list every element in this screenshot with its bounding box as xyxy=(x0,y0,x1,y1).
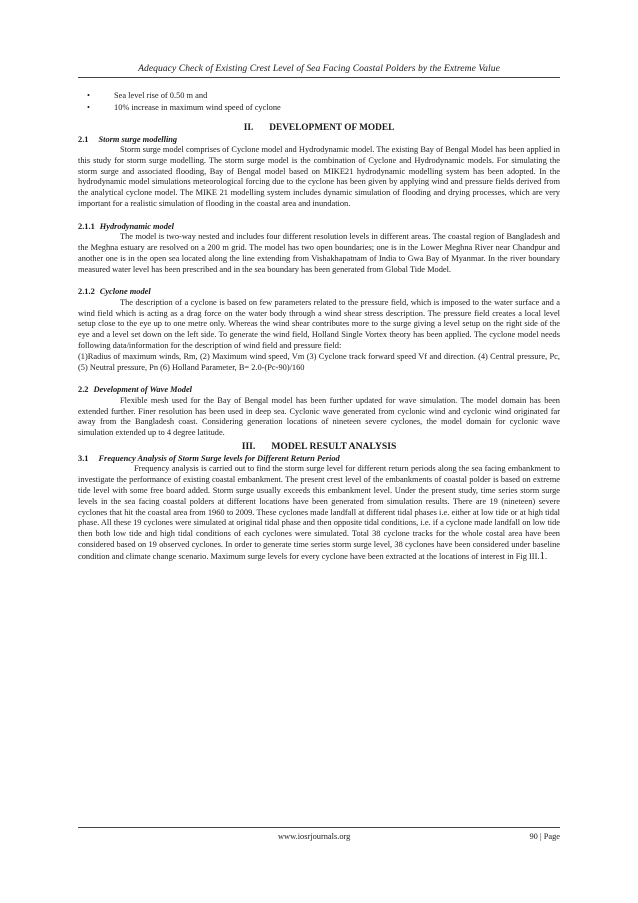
page-number: 90 | Page xyxy=(529,832,560,841)
running-title: Adequacy Check of Existing Crest Level of Sea Facing Coastal Polders by the Extreme Value xyxy=(138,63,500,74)
figure-reference: 1 xyxy=(539,549,545,562)
subsection-heading-2-1-1: 2.1.1 Hydrodynamic model xyxy=(78,221,174,231)
section-heading-2: II. DEVELOPMENT OF MODEL xyxy=(243,122,395,133)
subsection-heading-2-1: 2.1 Storm surge modelling xyxy=(78,134,178,144)
paragraph-3-1: Frequency analysis is carried out to find the storm surge level for different return periods along the sea facing embankment to investigate the performance of existing coastal embankment. The present crest level of the embankments of coastal polder is based on extreme tide level with some free board added. Storm surge usually exceeds this embankment level. Under the present study, time series storm surge levels in the sea facing coastal polders at different locations have been generated from simulation results. There are 19 (nineteen) severe cyclones that hit the coastal area from 1960 to 2009. These cyclones made landfall at different tidal phases i.e. either at low tide or at high tidal phase. All these 19 cyclones were simulated at original tidal phase and then opposite tidal conditions, i.e. if a cyclone made landfall on low tide then both low tide and high tidal conditions of each cyclones were simulated. Total 38 cyclone tracks for the whole costal area have been considered based on 19 observed cyclones. In order to generate time series storm surge level, 38 cyclones have been considered under baseline condition and climate change scenario. Maximum surge levels for every cyclone have been extracted at the locations of interest in Fig III.1. xyxy=(78,464,560,562)
paragraph-2-1-2-params: (1)Radius of maximum winds, Rm, (2) Maximum wind speed, Vm (3) Cyclone track forward speed Vf and direction. (4) Central pressure, Pc, (5) Neutral pressure, Pn (6) Holland Parameter, B= 2.0-(Pc-90)/160 xyxy=(78,351,560,372)
bullet-icon: • xyxy=(87,91,90,100)
bullet-list xyxy=(78,90,560,114)
paragraph-2-1-2: The description of a cyclone is based on few parameters related to the pressure field, which is imposed to the water surface and a wind field which is acting as a drag force on the water body through a wind shear stress description. The pressure field creates a local level setup close to the eye up to one metre only. Whereas the wind shear contributes more to the surge giving a level setup on the right side of the eye and a level set down on the left side. To generate the wind field, Holland Single Vortex theory has been applied. The cyclone model needs following data/information for the description of wind field and pressure field: xyxy=(78,297,560,350)
body-text xyxy=(78,90,560,563)
section-heading-3: III. MODEL RESULT ANALYSIS xyxy=(241,440,397,452)
paragraph-2-1-1: The model is two-way nested and includes four different resolution levels in different areas. The coastal region of Bangladesh and the Meghna estuary are resolved on a 200 m grid. The model has two open boundaries; one is in the Lower Meghna River near Chandpur and another one is in the open sea located along the line extending from Vishakhapatnam of India to Gwa Bay of Myanmar. In the river boundary measured water level has been prescribed and in the sea boundary has been generated from Global Tide Model. xyxy=(78,232,560,274)
list-item: • Sea level rise of 0.50 m and xyxy=(87,91,208,100)
journal-url: www.iosrjournals.org xyxy=(278,832,351,841)
paragraph-2-2: Flexible mesh used for the Bay of Bengal model has been further updated for wave simulation. The model domain has been extended further. Finer resolution has been used in deep sea. Cyclonic wave generated from cyclonic wind and cyclonic wind originated far away from the Bangladesh coast. Considering generation locations of nineteen severe cyclones, the model domain for cyclonic wave simulation extended up to 4 degree latitude. xyxy=(78,395,560,438)
subsection-heading-2-1-2: 2.1.2 Cyclone model xyxy=(78,287,151,297)
subsection-heading-3-1: 3.1 Frequency Analysis of Storm Surge levels for Different Return Period xyxy=(78,453,340,463)
bullet-icon: • xyxy=(87,102,90,112)
subsection-heading-2-2: 2.2 Development of Wave Model xyxy=(78,385,193,395)
list-item: • 10% increase in maximum wind speed of cyclone xyxy=(87,102,281,112)
footer-rule xyxy=(78,827,560,828)
paragraph-2-1: Storm surge model comprises of Cyclone model and Hydrodynamic model. The existing Bay of Bengal Model has been applied in this study for storm surge modelling. The storm surge model is the combination of Cyclone and Hydrodynamic models. For simulating the storm surge and associated flooding, Bay of Bengal model based on MIKE21 hydrodynamic modelling system has been adopted. In the hydrodynamic model simulations meteorological forcing due to the cyclone has been given by applying wind and pressure fields derived from the analytical cyclone model. The MIKE 21 modelling system includes dynamic simulation of flooding and drying processes, which are very important for a realistic simulation of flooding in the coastal area and inundation. xyxy=(78,145,560,208)
header-rule xyxy=(78,77,560,78)
